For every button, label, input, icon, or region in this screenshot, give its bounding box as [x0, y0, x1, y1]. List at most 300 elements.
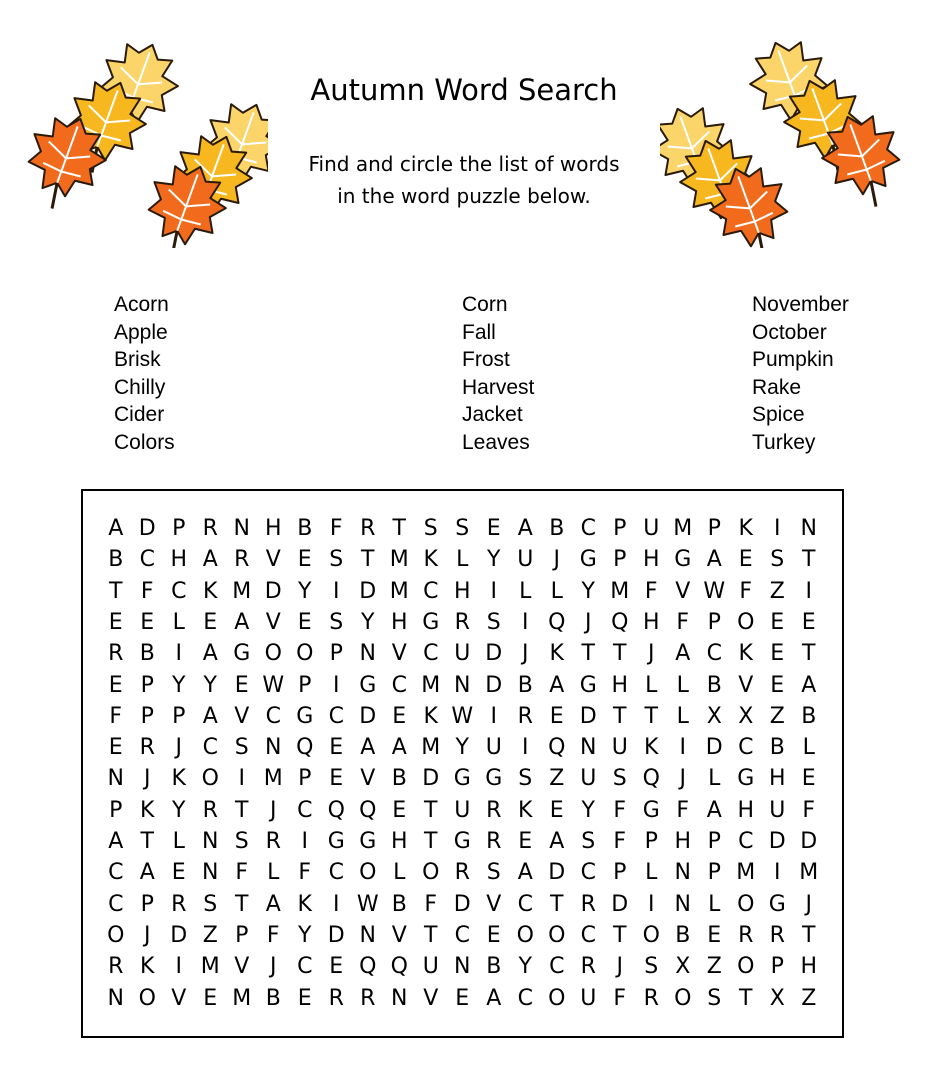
grid-letter[interactable]: E	[801, 609, 816, 635]
grid-letter[interactable]: P	[707, 860, 721, 886]
grid-letter[interactable]: K	[423, 703, 438, 729]
grid-letter[interactable]: X	[706, 703, 722, 729]
grid-letter[interactable]: O	[548, 922, 566, 948]
grid-letter[interactable]: N	[107, 985, 124, 1011]
grid-letter[interactable]: A	[517, 860, 533, 886]
grid-letter[interactable]: E	[707, 922, 722, 948]
grid-letter[interactable]: A	[391, 735, 407, 761]
grid-letter[interactable]: C	[328, 860, 344, 886]
grid-letter[interactable]: S	[486, 860, 501, 886]
grid-letter[interactable]: N	[202, 860, 219, 886]
grid-letter[interactable]: U	[454, 641, 471, 667]
grid-letter[interactable]: E	[203, 609, 218, 635]
grid-letter[interactable]: C	[706, 641, 722, 667]
grid-letter[interactable]: P	[613, 516, 627, 541]
grid-letter[interactable]: I	[648, 891, 655, 917]
grid-letter[interactable]: T	[235, 891, 249, 917]
grid-letter[interactable]: K	[423, 547, 438, 573]
grid-letter[interactable]: I	[333, 578, 340, 604]
grid-letter[interactable]: J	[144, 766, 151, 792]
grid-letter[interactable]: E	[297, 547, 312, 573]
grid-letter[interactable]: I	[679, 735, 686, 761]
grid-letter[interactable]: L	[393, 860, 406, 886]
grid-letter[interactable]: E	[770, 672, 785, 698]
grid-letter[interactable]: Z	[769, 578, 785, 604]
grid-letter[interactable]: D	[453, 891, 471, 917]
grid-letter[interactable]: B	[486, 954, 502, 980]
grid-letter[interactable]: D	[611, 891, 629, 917]
grid-letter[interactable]: P	[140, 703, 154, 729]
grid-letter[interactable]: I	[522, 609, 529, 635]
grid-letter[interactable]: E	[108, 672, 123, 698]
grid-letter[interactable]: R	[171, 891, 187, 917]
grid-letter[interactable]: W	[356, 891, 379, 917]
grid-letter[interactable]: C	[549, 954, 565, 980]
grid-letter[interactable]: S	[423, 516, 438, 541]
grid-letter[interactable]: V	[423, 985, 439, 1011]
grid-letter[interactable]: C	[738, 735, 754, 761]
grid-letter[interactable]: L	[676, 672, 689, 698]
grid-letter[interactable]: H	[390, 609, 408, 635]
grid-letter[interactable]: W	[703, 578, 726, 604]
grid-letter[interactable]: H	[390, 829, 408, 854]
grid-letter[interactable]: E	[486, 922, 501, 948]
grid-letter[interactable]: A	[675, 641, 691, 667]
grid-letter[interactable]: I	[490, 578, 497, 604]
grid-letter[interactable]: A	[549, 672, 565, 698]
grid-letter[interactable]: P	[613, 860, 627, 886]
grid-letter[interactable]: F	[140, 578, 154, 604]
grid-letter[interactable]: T	[613, 703, 627, 729]
grid-letter[interactable]: E	[549, 703, 564, 729]
grid-letter[interactable]: P	[613, 547, 627, 573]
grid-letter[interactable]: L	[645, 672, 658, 698]
grid-letter[interactable]: F	[109, 703, 123, 729]
grid-letter[interactable]: R	[643, 985, 659, 1011]
grid-letter[interactable]: A	[517, 516, 533, 541]
grid-letter[interactable]: B	[706, 672, 722, 698]
grid-letter[interactable]: A	[139, 860, 155, 886]
grid-letter[interactable]: L	[456, 547, 469, 573]
grid-letter[interactable]: D	[422, 766, 440, 792]
grid-letter[interactable]: I	[301, 829, 308, 854]
grid-letter[interactable]: V	[391, 641, 407, 667]
grid-letter[interactable]: O	[107, 922, 125, 948]
grid-letter[interactable]: Q	[296, 735, 314, 761]
grid-letter[interactable]: A	[360, 735, 376, 761]
grid-letter[interactable]: E	[108, 609, 123, 635]
grid-letter[interactable]: P	[140, 672, 154, 698]
grid-letter[interactable]: U	[611, 735, 628, 761]
grid-letter[interactable]: S	[455, 516, 470, 541]
grid-letter[interactable]: T	[802, 547, 816, 573]
grid-letter[interactable]: A	[706, 797, 722, 823]
grid-letter[interactable]: J	[585, 609, 592, 635]
grid-letter[interactable]: N	[359, 922, 376, 948]
grid-letter[interactable]: T	[424, 829, 438, 854]
grid-letter[interactable]: N	[454, 672, 471, 698]
grid-letter[interactable]: T	[424, 922, 438, 948]
grid-letter[interactable]: Q	[642, 766, 660, 792]
grid-letter[interactable]: E	[518, 829, 533, 854]
grid-letter[interactable]: V	[738, 672, 754, 698]
grid-letter[interactable]: M	[673, 516, 693, 541]
grid-letter[interactable]: V	[171, 985, 187, 1011]
grid-letter[interactable]: O	[422, 860, 440, 886]
grid-letter[interactable]: J	[270, 797, 277, 823]
grid-letter[interactable]: T	[392, 516, 406, 541]
grid-letter[interactable]: V	[675, 578, 691, 604]
grid-letter[interactable]: Q	[327, 797, 345, 823]
grid-letter[interactable]: E	[329, 766, 344, 792]
grid-letter[interactable]: O	[516, 922, 534, 948]
grid-letter[interactable]: N	[800, 516, 817, 541]
grid-letter[interactable]: O	[264, 641, 282, 667]
grid-letter[interactable]: H	[674, 829, 692, 854]
grid-letter[interactable]: K	[297, 891, 312, 917]
grid-letter[interactable]: E	[171, 860, 186, 886]
grid-letter[interactable]: F	[235, 860, 249, 886]
grid-letter[interactable]: E	[549, 797, 564, 823]
grid-letter[interactable]: H	[768, 766, 786, 792]
grid-letter[interactable]: Y	[361, 609, 375, 635]
grid-letter[interactable]: V	[360, 766, 376, 792]
grid-letter[interactable]: T	[613, 641, 627, 667]
grid-letter[interactable]: M	[421, 672, 441, 698]
grid-letter[interactable]: G	[579, 672, 597, 698]
grid-letter[interactable]: B	[769, 735, 785, 761]
grid-letter[interactable]: M	[389, 578, 409, 604]
grid-letter[interactable]: Q	[548, 735, 566, 761]
grid-letter[interactable]: O	[548, 985, 566, 1011]
grid-letter[interactable]: A	[234, 609, 250, 635]
grid-letter[interactable]: T	[424, 797, 438, 823]
grid-letter[interactable]: C	[580, 860, 596, 886]
grid-letter[interactable]: S	[329, 609, 344, 635]
grid-letter[interactable]: C	[202, 735, 218, 761]
grid-letter[interactable]: F	[329, 516, 343, 541]
grid-letter[interactable]: N	[454, 954, 471, 980]
grid-letter[interactable]: T	[361, 547, 375, 573]
grid-letter[interactable]: T	[550, 891, 564, 917]
grid-letter[interactable]: O	[296, 641, 314, 667]
grid-letter[interactable]: G	[674, 547, 692, 573]
grid-letter[interactable]: C	[297, 797, 313, 823]
grid-letter[interactable]: N	[580, 735, 597, 761]
grid-letter[interactable]: Z	[549, 766, 565, 792]
grid-letter[interactable]: N	[674, 860, 691, 886]
grid-letter[interactable]: Y	[172, 797, 186, 823]
grid-letter[interactable]: T	[109, 578, 123, 604]
grid-letter[interactable]: T	[581, 641, 595, 667]
grid-letter[interactable]: E	[770, 641, 785, 667]
grid-letter[interactable]: A	[108, 829, 124, 854]
grid-letter[interactable]: X	[675, 954, 691, 980]
grid-letter[interactable]: B	[675, 922, 691, 948]
grid-letter[interactable]: I	[774, 516, 781, 541]
grid-letter[interactable]: J	[679, 766, 686, 792]
grid-letter[interactable]: F	[613, 829, 627, 854]
grid-letter[interactable]: M	[799, 860, 819, 886]
grid-letter[interactable]: R	[454, 609, 470, 635]
grid-letter[interactable]: I	[490, 703, 497, 729]
grid-letter[interactable]: L	[550, 578, 563, 604]
grid-letter[interactable]: C	[297, 954, 313, 980]
grid-letter[interactable]: G	[579, 547, 597, 573]
grid-letter[interactable]: S	[581, 829, 596, 854]
grid-letter[interactable]: U	[485, 735, 502, 761]
grid-letter[interactable]: Q	[548, 609, 566, 635]
grid-letter[interactable]: F	[424, 891, 438, 917]
grid-letter[interactable]: I	[805, 578, 812, 604]
grid-letter[interactable]: E	[770, 609, 785, 635]
grid-letter[interactable]: D	[138, 516, 156, 541]
grid-letter[interactable]: I	[333, 891, 340, 917]
grid-letter[interactable]: J	[616, 954, 623, 980]
grid-letter[interactable]: I	[774, 860, 781, 886]
grid-letter[interactable]: N	[265, 735, 282, 761]
grid-letter[interactable]: G	[453, 766, 471, 792]
grid-letter[interactable]: N	[107, 766, 124, 792]
grid-letter[interactable]: C	[580, 516, 596, 541]
grid-letter[interactable]: L	[802, 735, 815, 761]
grid-letter[interactable]: T	[613, 922, 627, 948]
grid-letter[interactable]: T	[644, 703, 658, 729]
grid-letter[interactable]: B	[108, 547, 124, 573]
grid-letter[interactable]: C	[738, 829, 754, 854]
grid-letter[interactable]: A	[801, 672, 817, 698]
grid-letter[interactable]: G	[642, 797, 660, 823]
grid-letter[interactable]: I	[333, 672, 340, 698]
grid-letter[interactable]: T	[802, 641, 816, 667]
grid-letter[interactable]: B	[139, 641, 155, 667]
grid-letter[interactable]: Y	[581, 797, 595, 823]
grid-letter[interactable]: G	[296, 703, 314, 729]
grid-letter[interactable]: F	[802, 797, 816, 823]
grid-letter[interactable]: O	[359, 860, 377, 886]
grid-letter[interactable]: E	[297, 985, 312, 1011]
grid-letter[interactable]: S	[486, 609, 501, 635]
grid-letter[interactable]: E	[329, 954, 344, 980]
grid-letter[interactable]: K	[738, 641, 753, 667]
grid-letter[interactable]: C	[328, 703, 344, 729]
grid-letter[interactable]: L	[708, 766, 721, 792]
grid-letter[interactable]: R	[360, 985, 376, 1011]
grid-letter[interactable]: D	[768, 829, 786, 854]
grid-letter[interactable]: P	[644, 829, 658, 854]
grid-letter[interactable]: B	[391, 766, 407, 792]
grid-letter[interactable]: G	[359, 829, 377, 854]
grid-letter[interactable]: B	[517, 672, 533, 698]
grid-letter[interactable]: L	[519, 578, 532, 604]
grid-letter[interactable]: M	[610, 578, 630, 604]
grid-letter[interactable]: X	[769, 985, 785, 1011]
grid-letter[interactable]: R	[202, 797, 218, 823]
grid-letter[interactable]: B	[265, 985, 281, 1011]
grid-letter[interactable]: M	[200, 954, 220, 980]
grid-letter[interactable]: Z	[769, 703, 785, 729]
grid-letter[interactable]: K	[140, 954, 155, 980]
grid-letter[interactable]: P	[707, 609, 721, 635]
grid-letter[interactable]: P	[172, 516, 186, 541]
grid-letter[interactable]: N	[359, 641, 376, 667]
grid-letter[interactable]: E	[234, 672, 249, 698]
grid-letter[interactable]: T	[235, 797, 249, 823]
grid-letter[interactable]: D	[705, 735, 723, 761]
grid-letter[interactable]: M	[736, 860, 756, 886]
grid-letter[interactable]: Y	[581, 578, 595, 604]
grid-letter[interactable]: T	[140, 829, 154, 854]
grid-letter[interactable]: F	[676, 797, 690, 823]
grid-letter[interactable]: P	[109, 797, 123, 823]
grid-letter[interactable]: R	[234, 547, 250, 573]
grid-letter[interactable]: W	[451, 703, 474, 729]
grid-letter[interactable]: T	[802, 922, 816, 948]
grid-letter[interactable]: B	[801, 703, 817, 729]
grid-letter[interactable]: H	[642, 609, 660, 635]
grid-letter[interactable]: A	[486, 985, 502, 1011]
grid-letter[interactable]: K	[518, 797, 533, 823]
grid-letter[interactable]: J	[553, 547, 560, 573]
grid-letter[interactable]: S	[329, 547, 344, 573]
grid-letter[interactable]: D	[264, 578, 282, 604]
grid-letter[interactable]: C	[517, 891, 533, 917]
grid-letter[interactable]: K	[738, 516, 753, 541]
grid-letter[interactable]: G	[359, 672, 377, 698]
grid-letter[interactable]: O	[737, 609, 755, 635]
grid-letter[interactable]: V	[265, 609, 281, 635]
grid-letter[interactable]: Y	[298, 922, 312, 948]
grid-letter[interactable]: D	[359, 703, 377, 729]
grid-letter[interactable]: N	[674, 891, 691, 917]
grid-letter[interactable]: R	[328, 985, 344, 1011]
grid-letter[interactable]: D	[359, 578, 377, 604]
grid-letter[interactable]: P	[140, 891, 154, 917]
grid-letter[interactable]: S	[203, 891, 218, 917]
grid-letter[interactable]: U	[422, 954, 439, 980]
grid-letter[interactable]: O	[674, 985, 692, 1011]
grid-letter[interactable]: E	[392, 797, 407, 823]
grid-letter[interactable]: X	[738, 703, 754, 729]
grid-letter[interactable]: V	[265, 547, 281, 573]
grid-letter[interactable]: M	[232, 578, 252, 604]
grid-letter[interactable]: U	[580, 766, 597, 792]
grid-letter[interactable]: S	[707, 985, 722, 1011]
grid-letter[interactable]: Z	[801, 985, 817, 1011]
grid-letter[interactable]: E	[108, 735, 123, 761]
grid-letter[interactable]: D	[170, 922, 188, 948]
grid-letter[interactable]: P	[298, 672, 312, 698]
grid-letter[interactable]: U	[454, 797, 471, 823]
grid-letter[interactable]: E	[738, 547, 753, 573]
grid-letter[interactable]: J	[522, 641, 529, 667]
grid-letter[interactable]: R	[202, 516, 218, 541]
grid-letter[interactable]: A	[202, 547, 218, 573]
grid-letter[interactable]: Y	[203, 672, 217, 698]
grid-letter[interactable]: Z	[706, 954, 722, 980]
grid-letter[interactable]: D	[327, 922, 345, 948]
grid-letter[interactable]: F	[739, 578, 753, 604]
grid-letter[interactable]: H	[611, 672, 629, 698]
grid-letter[interactable]: A	[202, 703, 218, 729]
grid-letter[interactable]: C	[517, 985, 533, 1011]
grid-letter[interactable]: E	[392, 703, 407, 729]
grid-letter[interactable]: O	[138, 985, 156, 1011]
grid-letter[interactable]: F	[266, 922, 280, 948]
grid-letter[interactable]: U	[580, 985, 597, 1011]
grid-letter[interactable]: O	[642, 922, 660, 948]
grid-letter[interactable]: J	[144, 922, 151, 948]
grid-letter[interactable]: H	[800, 954, 818, 980]
grid-letter[interactable]: R	[486, 829, 502, 854]
grid-letter[interactable]: P	[770, 954, 784, 980]
grid-letter[interactable]: N	[391, 985, 408, 1011]
grid-letter[interactable]: C	[171, 578, 187, 604]
grid-letter[interactable]: C	[454, 922, 470, 948]
grid-letter[interactable]: L	[676, 703, 689, 729]
grid-letter[interactable]: B	[391, 891, 407, 917]
grid-letter[interactable]: L	[172, 829, 185, 854]
grid-letter[interactable]: L	[645, 860, 658, 886]
grid-letter[interactable]: R	[360, 516, 376, 541]
grid-letter[interactable]: M	[263, 766, 283, 792]
grid-letter[interactable]: L	[267, 860, 280, 886]
grid-letter[interactable]: G	[233, 641, 251, 667]
grid-letter[interactable]: S	[234, 735, 249, 761]
grid-letter[interactable]: I	[522, 735, 529, 761]
grid-letter[interactable]: O	[201, 766, 219, 792]
grid-letter[interactable]: P	[707, 516, 721, 541]
grid-letter[interactable]: J	[270, 954, 277, 980]
grid-letter[interactable]: G	[422, 609, 440, 635]
grid-letter[interactable]: E	[140, 609, 155, 635]
grid-letter[interactable]: S	[612, 766, 627, 792]
grid-letter[interactable]: S	[770, 547, 785, 573]
grid-letter[interactable]: N	[202, 829, 219, 854]
grid-letter[interactable]: F	[644, 578, 658, 604]
grid-letter[interactable]: D	[800, 829, 818, 854]
grid-letter[interactable]: Z	[202, 922, 218, 948]
grid-letter[interactable]: M	[232, 985, 252, 1011]
grid-letter[interactable]: A	[706, 547, 722, 573]
grid-letter[interactable]: S	[644, 954, 659, 980]
grid-letter[interactable]: C	[391, 672, 407, 698]
grid-letter[interactable]: E	[329, 735, 344, 761]
grid-letter[interactable]: C	[580, 922, 596, 948]
grid-letter[interactable]: R	[580, 891, 596, 917]
grid-letter[interactable]: A	[265, 891, 281, 917]
grid-letter[interactable]: E	[486, 516, 501, 541]
grid-letter[interactable]: M	[421, 735, 441, 761]
grid-letter[interactable]: W	[262, 672, 285, 698]
grid-letter[interactable]: G	[737, 766, 755, 792]
grid-letter[interactable]: D	[548, 860, 566, 886]
grid-letter[interactable]: V	[234, 703, 250, 729]
grid-letter[interactable]: K	[171, 766, 186, 792]
grid-letter[interactable]: H	[642, 547, 660, 573]
grid-letter[interactable]: C	[423, 578, 439, 604]
grid-letter[interactable]: D	[485, 672, 503, 698]
grid-letter[interactable]: I	[175, 641, 182, 667]
grid-letter[interactable]: G	[485, 766, 503, 792]
grid-letter[interactable]: P	[707, 829, 721, 854]
grid-letter[interactable]: U	[643, 516, 660, 541]
grid-letter[interactable]: J	[648, 641, 655, 667]
grid-letter[interactable]: C	[108, 891, 124, 917]
grid-letter[interactable]: G	[327, 829, 345, 854]
grid-letter[interactable]: A	[202, 641, 218, 667]
grid-letter[interactable]: Q	[359, 954, 377, 980]
